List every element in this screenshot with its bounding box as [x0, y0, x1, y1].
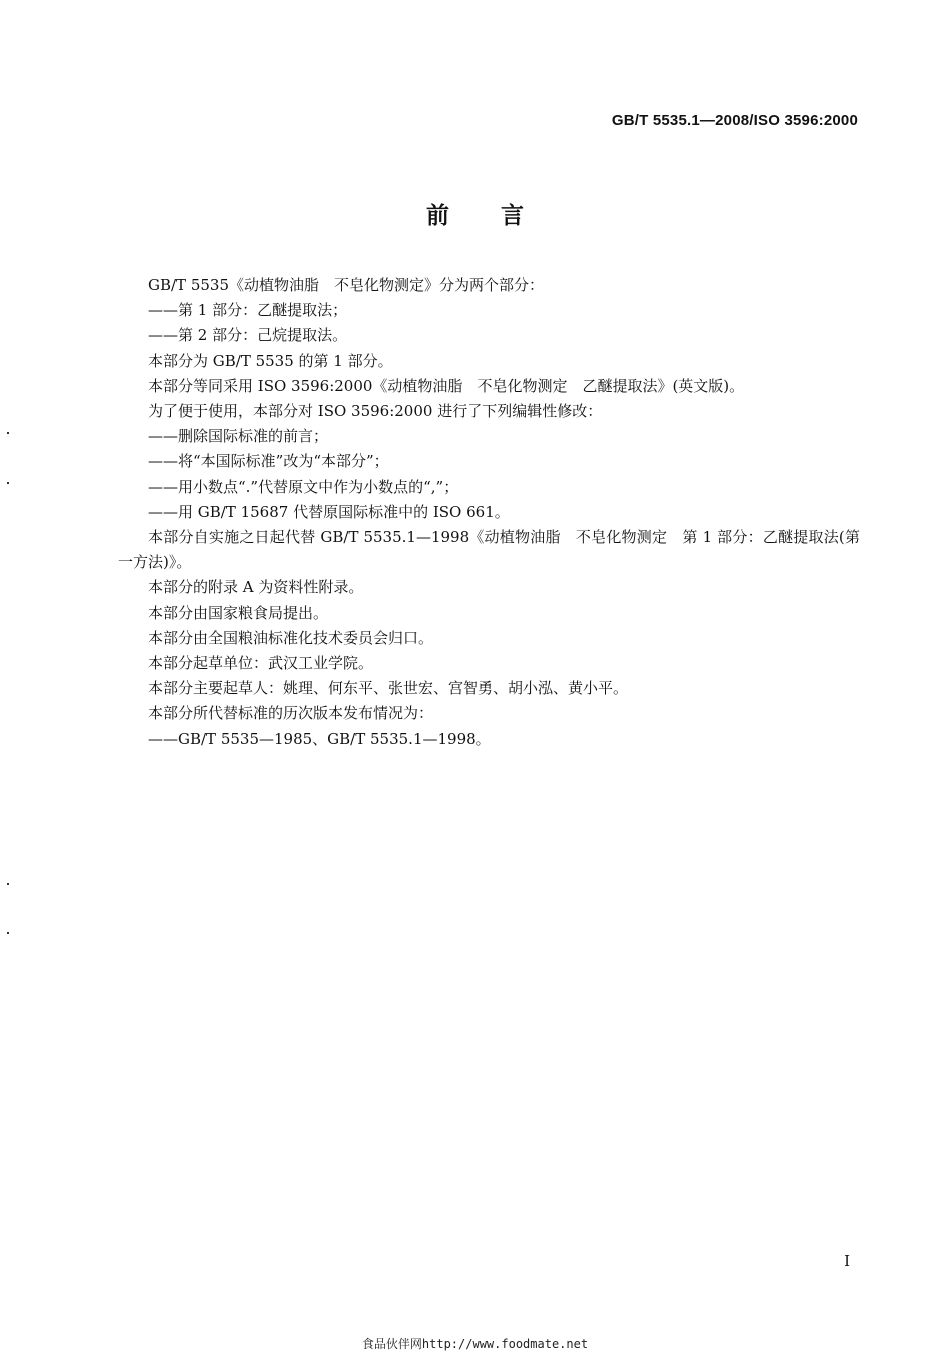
- paragraph-change-1: ——删除国际标准的前言；: [148, 427, 329, 446]
- paragraph-change-3: ——用小数点“.”代替原文中作为小数点的“,”；: [148, 477, 459, 496]
- paragraph-parts-overview: GB/T 5535《动植物油脂 不皂化物测定》分为两个部分：: [148, 276, 545, 294]
- paragraph-history-versions: ——GB/T 5535—1985、GB/T 5535.1—1998。: [148, 729, 491, 748]
- page-title: 前言: [426, 203, 576, 229]
- paragraph-annex: 本部分的附录 A 为资料性附录。: [148, 578, 364, 597]
- paragraph-change-4: ——用 GB/T 15687 代替原国际标准中的 ISO 661。: [148, 502, 510, 521]
- paragraph-part-1: ——第 1 部分：乙醚提取法；: [148, 301, 348, 320]
- scan-margin-dot: [7, 432, 9, 434]
- paragraph-this-part: 本部分为 GB/T 5535 的第 1 部分。: [148, 351, 393, 370]
- paragraph-editorial-changes: 为了便于使用，本部分对 ISO 3596:2000 进行了下列编辑性修改：: [148, 402, 603, 421]
- paragraph-proposed-by: 本部分由国家粮食局提出。: [148, 603, 329, 622]
- paragraph-part-2: ——第 2 部分：己烷提取法。: [148, 326, 348, 345]
- paragraph-equivalent-adoption: 本部分等同采用 ISO 3596:2000《动植物油脂 不皂化物测定 乙醚提取法》(英文版)。: [148, 376, 745, 395]
- scan-margin-dot: [7, 883, 9, 885]
- scan-margin-dot: [7, 932, 9, 934]
- paragraph-drafters: 本部分主要起草人：姚理、何东平、张世宏、宫智勇、胡小泓、黄小平。: [148, 679, 629, 698]
- standard-code-header: GB/T 5535.1—2008/ISO 3596:2000: [611, 112, 858, 129]
- page-number: I: [844, 1252, 850, 1270]
- paragraph-drafting-unit: 本部分起草单位：武汉工业学院。: [148, 654, 374, 673]
- footer-watermark: 食品伙伴网http://www.foodmate.net: [361, 1337, 589, 1351]
- paragraph-history-intro: 本部分所代替标准的历次版本发布情况为：: [148, 704, 434, 723]
- paragraph-centralized-by: 本部分由全国粮油标准化技术委员会归口。: [148, 628, 434, 647]
- foreword-body: [118, 273, 860, 752]
- paragraph-change-2: ——将“本国际标准”改为“本部分”；: [148, 452, 389, 471]
- scan-margin-dot: [7, 482, 9, 484]
- paragraph-replaces: 本部分自实施之日起代替 GB/T 5535.1—1998《动植物油脂 不皂化物测定 第 1 部分：乙醚提取法(第一方法)》。: [118, 528, 860, 572]
